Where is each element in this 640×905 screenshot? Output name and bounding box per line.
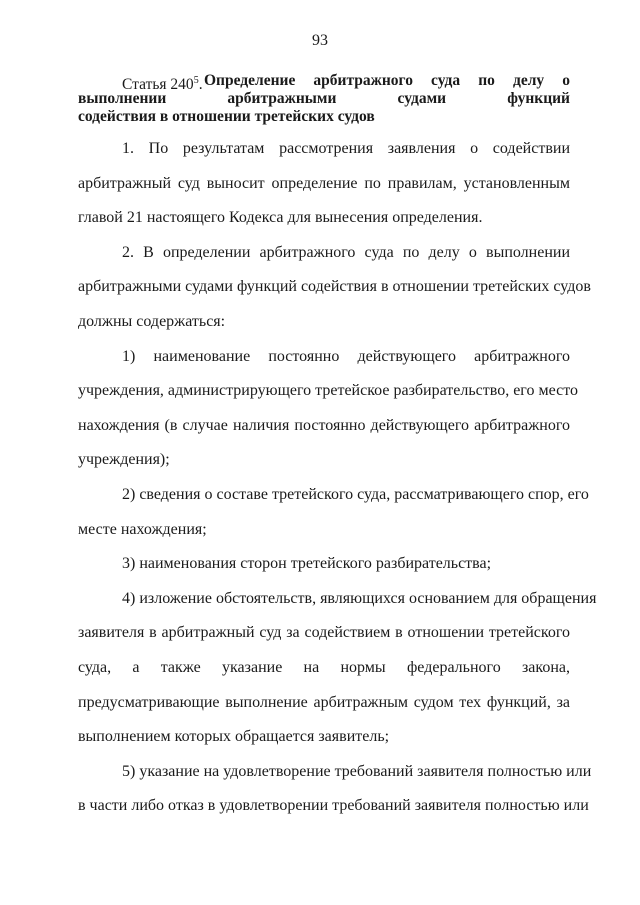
body-line: выполнением которых обращается заявитель; xyxy=(78,728,390,746)
body-line: учреждения, администрирующего третейское разбирательство, его место xyxy=(78,382,578,400)
body-line: 3) наименования сторон третейского разбирательства; xyxy=(122,555,492,573)
body-line: нахождения (в случае наличия постоянно действующего арбитражного xyxy=(78,416,570,434)
body-line: главой 21 настоящего Кодекса для вынесения определения. xyxy=(78,209,483,227)
body-line: должны содержаться: xyxy=(78,312,226,330)
article-label: Статья $240^5$. xyxy=(122,75,203,93)
body-line: в части либо отказ в удовлетворении требований заявителя полностью или xyxy=(78,797,589,815)
article-title-line: Определение арбитражного суда по делу о xyxy=(204,72,570,89)
article-heading xyxy=(78,72,570,126)
body-line: суда, а также указание на нормы федерального закона, xyxy=(78,658,570,676)
body-line: 1) наименование постоянно действующего арбитражного xyxy=(122,347,570,365)
body-line: предусматривающие выполнение арбитражным судом тех функций, за xyxy=(78,693,570,711)
article-title xyxy=(204,72,570,90)
article-body xyxy=(78,132,597,824)
article-title-line: содействия в отношении третейских судов xyxy=(78,108,375,125)
body-line: месте нахождения; xyxy=(78,520,207,538)
body-line: арбитражный суд выносит определение по правилам, установленным xyxy=(78,174,570,192)
body-line: 4) изложение обстоятельств, являющихся основанием для обращения xyxy=(122,589,597,607)
body-line: арбитражными судами функций содействия в отношении третейских судов xyxy=(78,278,591,296)
body-line: 2) сведения о составе третейского суда, рассматривающего спор, его xyxy=(122,485,589,503)
body-line: 2. В определении арбитражного суда по делу о выполнении xyxy=(122,243,570,261)
body-line: 1. По результатам рассмотрения заявления о содействии xyxy=(122,140,570,157)
article-title-line: выполнении арбитражными судами функций xyxy=(78,90,570,107)
body-line: учреждения); xyxy=(78,451,170,469)
body-line: 5) указание на удовлетворение требований заявителя полностью или xyxy=(122,762,592,780)
article-superscript: 5 xyxy=(193,75,199,86)
body-line: заявителя в арбитражный суд за содействием в отношении третейского xyxy=(78,624,570,642)
page-number: 93 xyxy=(312,32,328,49)
